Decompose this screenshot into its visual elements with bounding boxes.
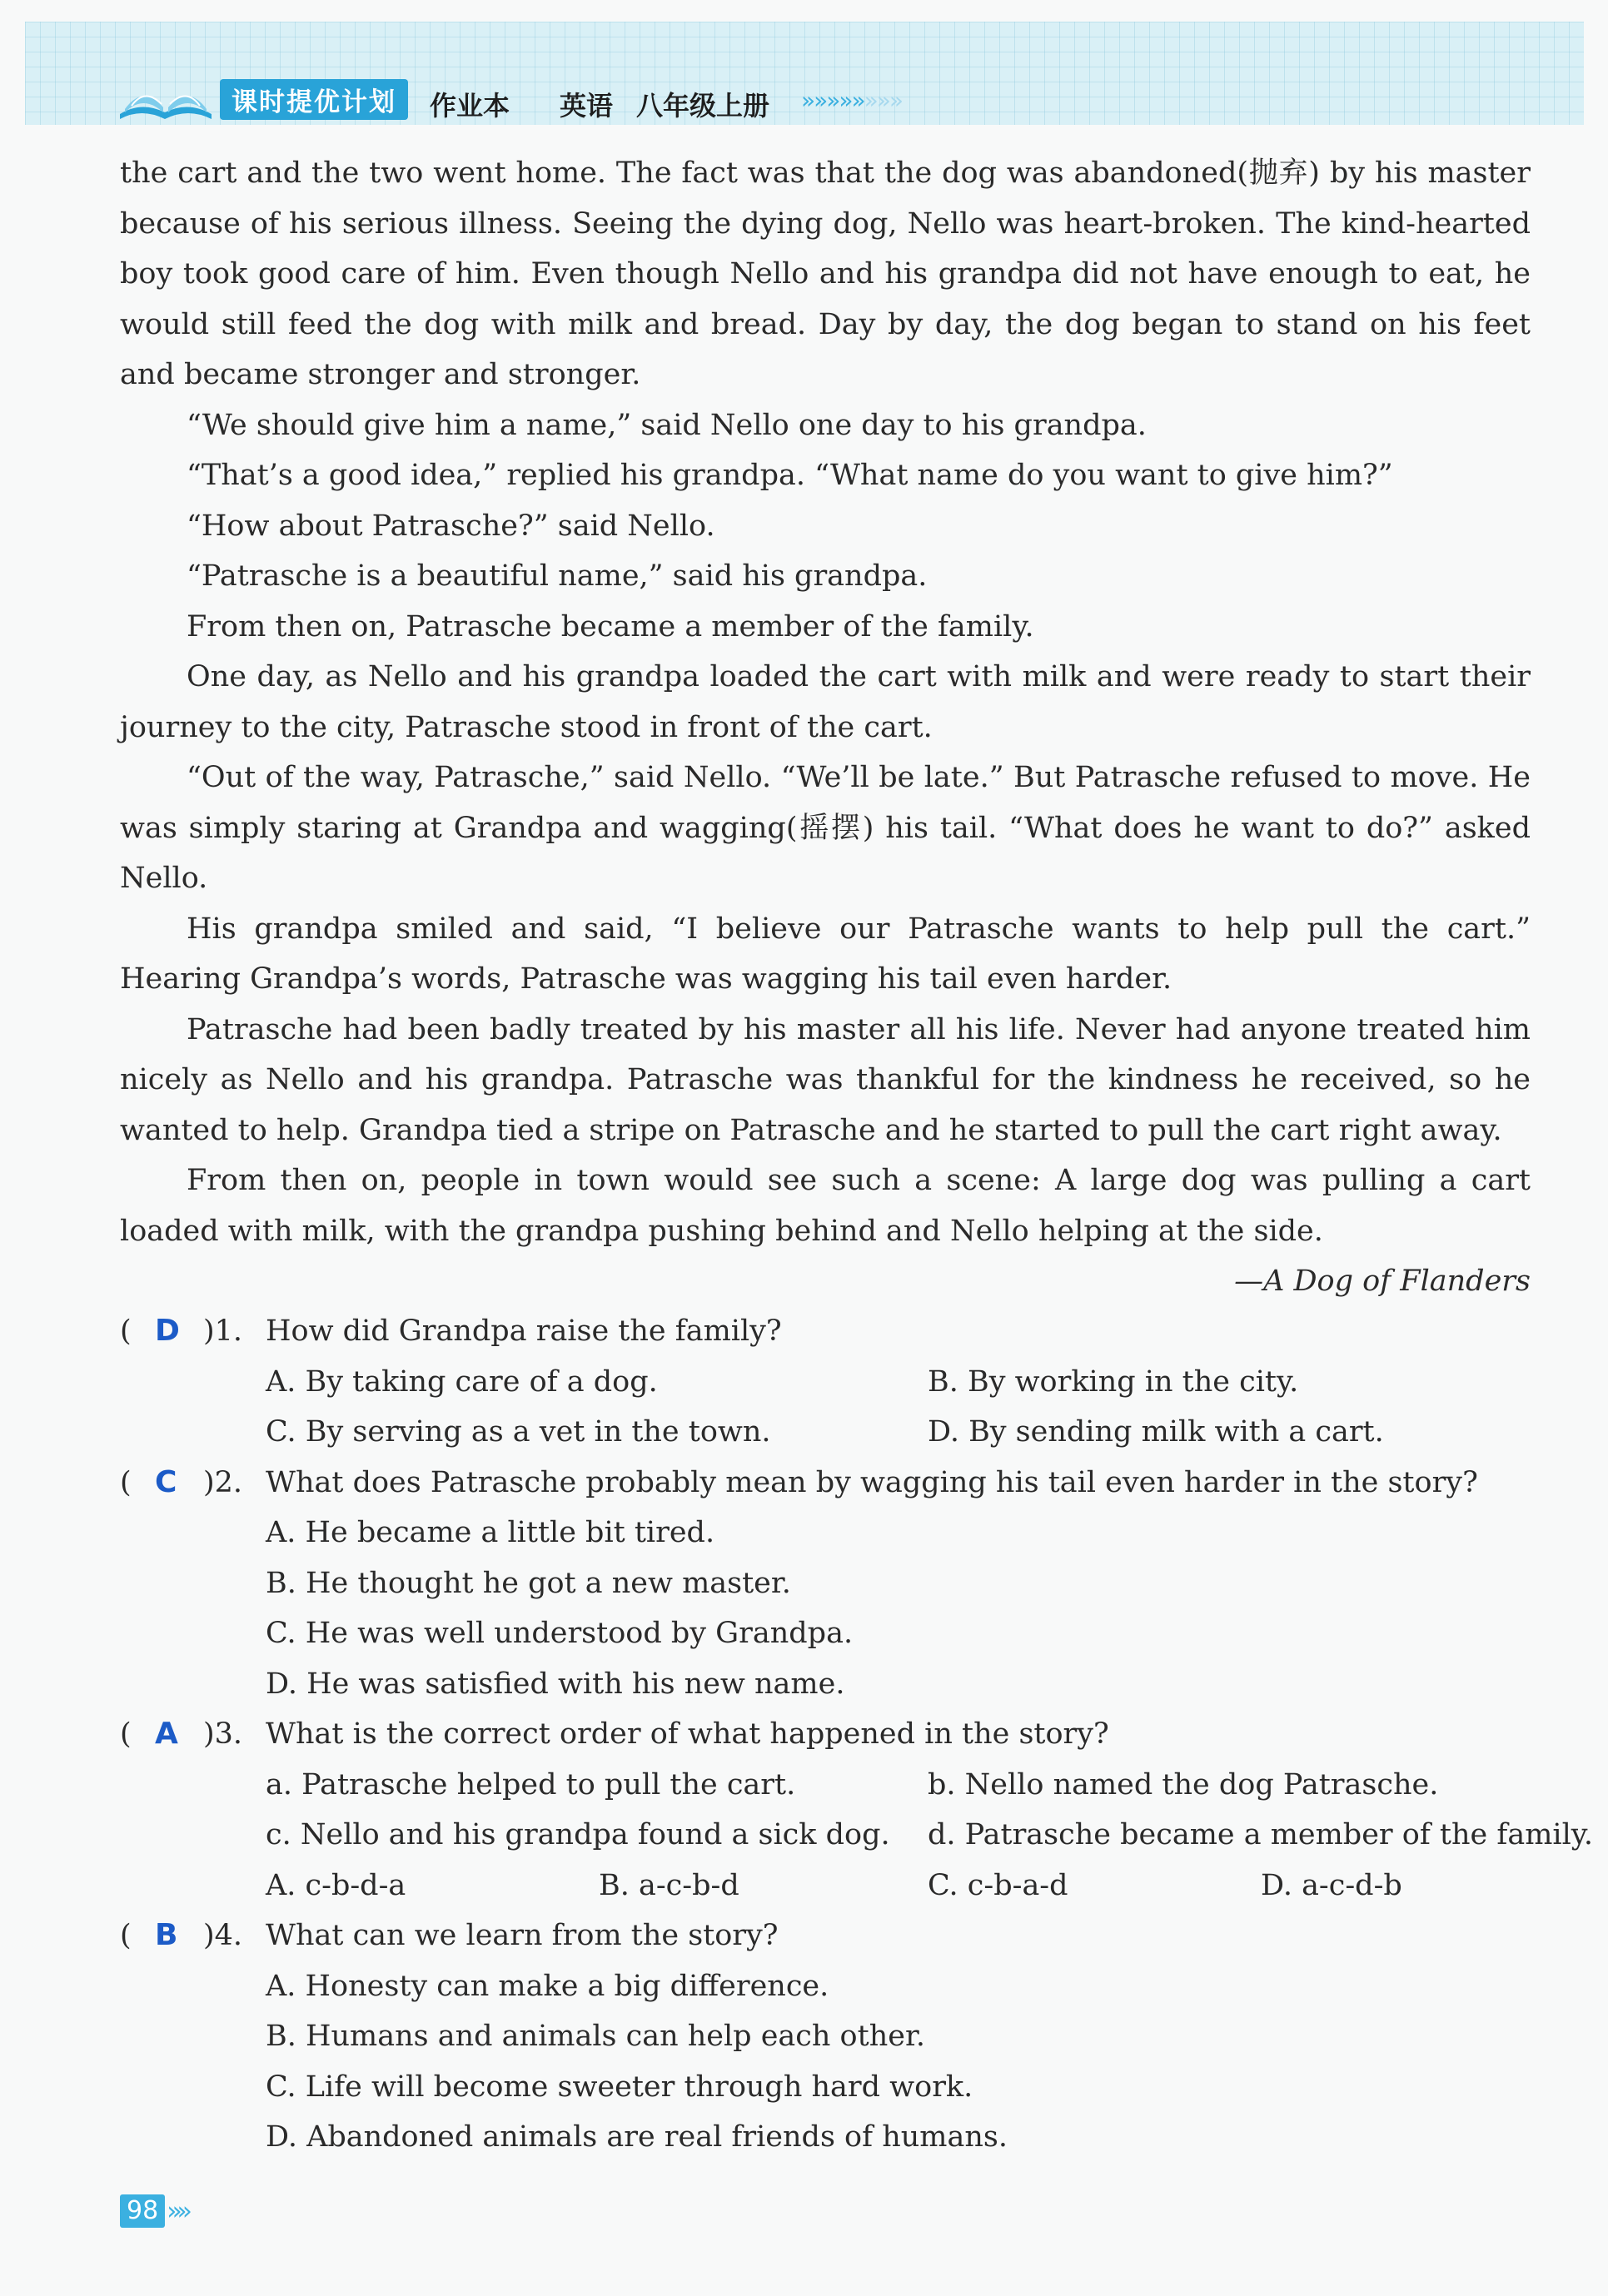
option-b: B. Humans and animals can help each other.	[266, 2020, 925, 2053]
question-number: )1.	[203, 1314, 243, 1348]
question-text: What is the correct order of what happened in the story?	[266, 1717, 1109, 1751]
open-book-icon	[117, 76, 215, 122]
option-c: C. By serving as a vet in the town.	[266, 1415, 771, 1449]
option-b: B. a-c-b-d	[599, 1868, 739, 1902]
header-subject: 英语	[560, 90, 614, 122]
answer-bracket-open: (	[120, 1314, 132, 1348]
passage-paragraph: “We should give him a name,” said Nello one day to his grandpa.	[187, 408, 1147, 442]
question-text: What does Patrasche probably mean by wagging his tail even harder in the story?	[266, 1465, 1478, 1499]
option-a: A. Honesty can make a big difference.	[266, 1969, 829, 2003]
page-number	[120, 2194, 187, 2228]
question-number: )4.	[203, 1919, 243, 1952]
event-b: b. Nello named the dog Patrasche.	[928, 1767, 1439, 1802]
question-number: )3.	[203, 1717, 243, 1751]
page-content	[120, 148, 1594, 2163]
passage-paragraph: “Out of the way, Patrasche,” said Nello. “We’ll be late.” But Patrasche refused to move. He was simply staring at Grandpa and wagging(摇摆) his tail. “What does he want to do?” asked Nello.	[120, 761, 1531, 895]
answer-mark: A	[155, 1717, 178, 1751]
passage-paragraph: Patrasche had been badly treated by his master all his life. Never had anyone treated him nicely as Nello and his grandpa. Patrasche was thankful for the kindness he received, so he wanted to help. Grandpa tied a stripe on Patrasche and he started to pull the cart right away.	[120, 1012, 1531, 1147]
answer-bracket-open: (	[120, 1717, 132, 1751]
answer-bracket-open: (	[120, 1465, 132, 1499]
question-text: How did Grandpa raise the family?	[266, 1314, 782, 1348]
question-4	[120, 1911, 1531, 2163]
passage-paragraph: His grandpa smiled and said, “I believe our Patrasche wants to help pull the cart.” Hearing Grandpa’s words, Patrasche was wagging his tail even harder.	[120, 912, 1531, 996]
option-a: A. c-b-d-a	[266, 1868, 406, 1902]
passage-paragraph: “That’s a good idea,” replied his grandpa. “What name do you want to give him?”	[187, 459, 1393, 492]
passage-paragraph: One day, as Nello and his grandpa loaded the cart with milk and were ready to start their journey to the city, Patrasche stood in front of the cart.	[120, 660, 1531, 744]
option-c: C. c-b-a-d	[928, 1868, 1068, 1902]
option-b: B. He thought he got a new master.	[266, 1566, 791, 1600]
passage-paragraph: “How about Patrasche?” said Nello.	[187, 509, 715, 543]
event-a: a. Patrasche helped to pull the cart.	[266, 1767, 796, 1802]
answer-mark: D	[155, 1314, 180, 1348]
option-d: D. He was satisfied with his new name.	[266, 1667, 845, 1701]
answer-bracket-open: (	[120, 1919, 132, 1952]
answer-mark: B	[155, 1918, 178, 1952]
option-c: C. Life will become sweeter through hard work.	[266, 2070, 973, 2104]
brand-logo	[117, 80, 408, 118]
passage-paragraph: “Patrasche is a beautiful name,” said his grandpa.	[187, 559, 928, 593]
option-a: A. By taking care of a dog.	[266, 1364, 658, 1399]
page-arrows-icon: »»	[167, 2196, 187, 2226]
question-text: What can we learn from the story?	[266, 1919, 779, 1952]
event-c: c. Nello and his grandpa found a sick dog.	[266, 1818, 890, 1851]
header-arrows-icon: »»»»»»»»	[801, 87, 903, 114]
header-grade: 八年级上册	[636, 90, 770, 122]
answer-mark: C	[155, 1464, 177, 1499]
question-3	[120, 1709, 1594, 1911]
reading-passage	[120, 148, 1531, 1306]
passage-paragraph: the cart and the two went home. The fact was that the dog was abandoned(抛弃) by his master because of his serious illness. Seeing the dying dog, Nello was heart-broken. The kind-hearted boy took good care of him. Even though Nello and his grandpa did not have enough to eat, he would still feed the dog with milk and bread. Day by day, the dog began to stand on his feet and became stronger and stronger.	[120, 157, 1531, 391]
question-2	[120, 1458, 1531, 1710]
option-c: C. He was well understood by Grandpa.	[266, 1617, 854, 1650]
question-number: )2.	[203, 1465, 243, 1499]
passage-source: —A Dog of Flanders	[1234, 1265, 1531, 1298]
option-d: D. Abandoned animals are real friends of humans.	[266, 2120, 1008, 2154]
option-d: D. By sending milk with a cart.	[928, 1415, 1384, 1449]
question-1	[120, 1306, 1531, 1458]
event-d: d. Patrasche became a member of the family.	[928, 1818, 1594, 1851]
option-b: B. By working in the city.	[928, 1364, 1299, 1399]
page-number-label: 98	[120, 2194, 165, 2228]
passage-paragraph: From then on, Patrasche became a member of the family.	[187, 609, 1034, 644]
option-d: D. a-c-d-b	[1261, 1868, 1402, 1902]
header-workbook: 作业本	[430, 90, 510, 122]
brand-name: 课时提优计划	[220, 79, 408, 120]
option-a: A. He became a little bit tired.	[266, 1516, 715, 1549]
passage-paragraph: From then on, people in town would see such a scene: A large dog was pulling a cart loaded with milk, with the grandpa pushing behind and Nello helping at the side.	[120, 1164, 1531, 1248]
